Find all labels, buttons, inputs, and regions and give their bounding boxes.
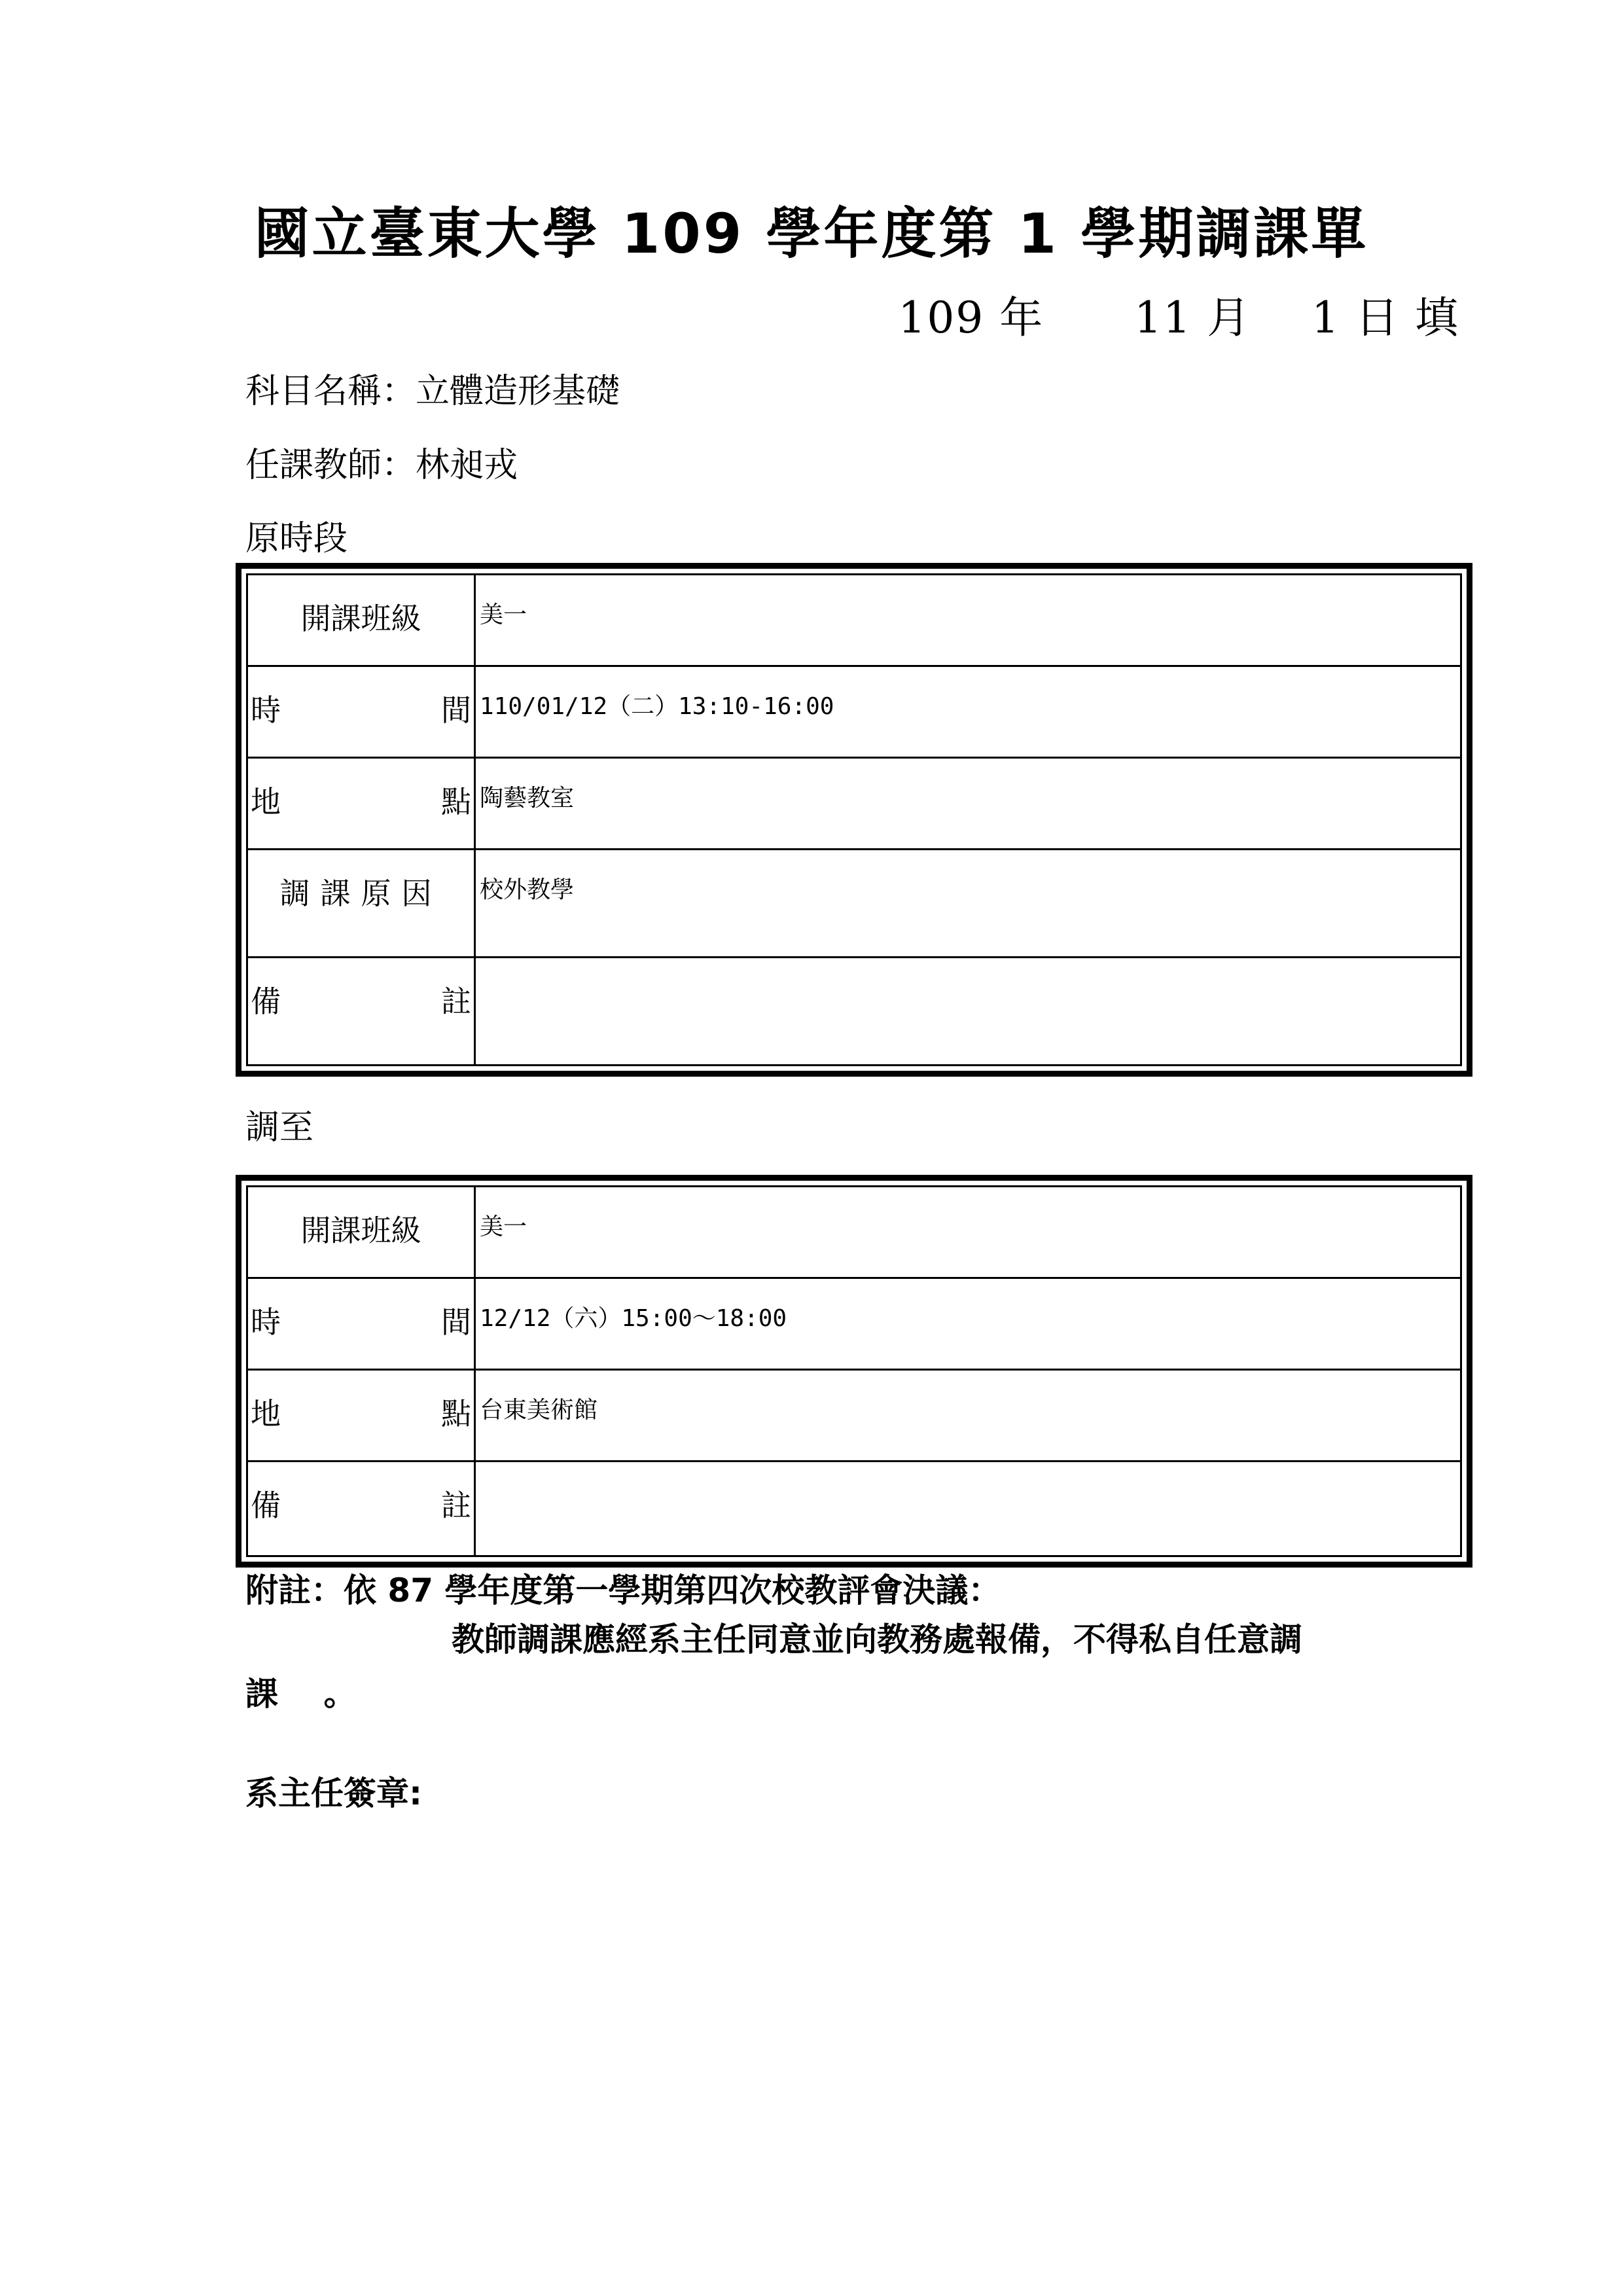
table-row [247,1462,1461,1556]
class-value: 美一 [475,1187,1461,1278]
table-row [247,850,1461,958]
remark-label: 備 註 [251,1488,471,1523]
fill-date: 109 年 11 月 1 日 填 [898,293,1459,343]
subject-line: 科目名稱：立體造形基礎 [245,372,620,411]
time-label: 時 間 [251,1304,471,1340]
remark-value [475,958,1461,1066]
place-label: 地 點 [251,1396,471,1431]
reason-label: 調課原因 [279,876,442,911]
remark-label: 備 註 [251,984,471,1019]
table-row [247,1278,1461,1370]
original-schedule-table [236,563,1472,1077]
table-row [247,958,1461,1066]
place-label: 地 點 [251,784,471,819]
table-row [247,1187,1461,1278]
original-section-heading: 原時段 [245,519,348,558]
signature-label: 系主任簽章: [245,1774,422,1812]
note-title: 附註：依 87 學年度第一學期第四次校教評會決議： [245,1571,1001,1609]
table-row [247,758,1461,850]
note-body: 教師調課應經系主任同意並向教務處報備，不得私自任意調 [452,1621,1302,1659]
class-value: 美一 [475,575,1461,666]
table-row [247,666,1461,758]
note-tail: 課 。 [245,1675,357,1713]
time-label: 時 間 [251,692,471,728]
time-value: 110/01/12（二）13:10-16:00 [475,666,1461,758]
time-value: 12/12（六）15:00～18:00 [475,1278,1461,1370]
adjusted-schedule-table [236,1175,1472,1568]
remark-value [475,1462,1461,1556]
place-value: 陶藝教室 [475,758,1461,850]
teacher-line: 任課教師：林昶戎 [245,446,518,485]
form-title: 國立臺東大學 109 學年度第 1 學期調課單 [254,202,1369,266]
adjusted-section-heading: 調至 [245,1108,314,1147]
table-row [247,575,1461,666]
class-label: 開課班級 [300,601,421,636]
reason-value: 校外教學 [475,850,1461,958]
table-row [247,1370,1461,1462]
place-value: 台東美術館 [475,1370,1461,1462]
class-label: 開課班級 [300,1213,421,1248]
